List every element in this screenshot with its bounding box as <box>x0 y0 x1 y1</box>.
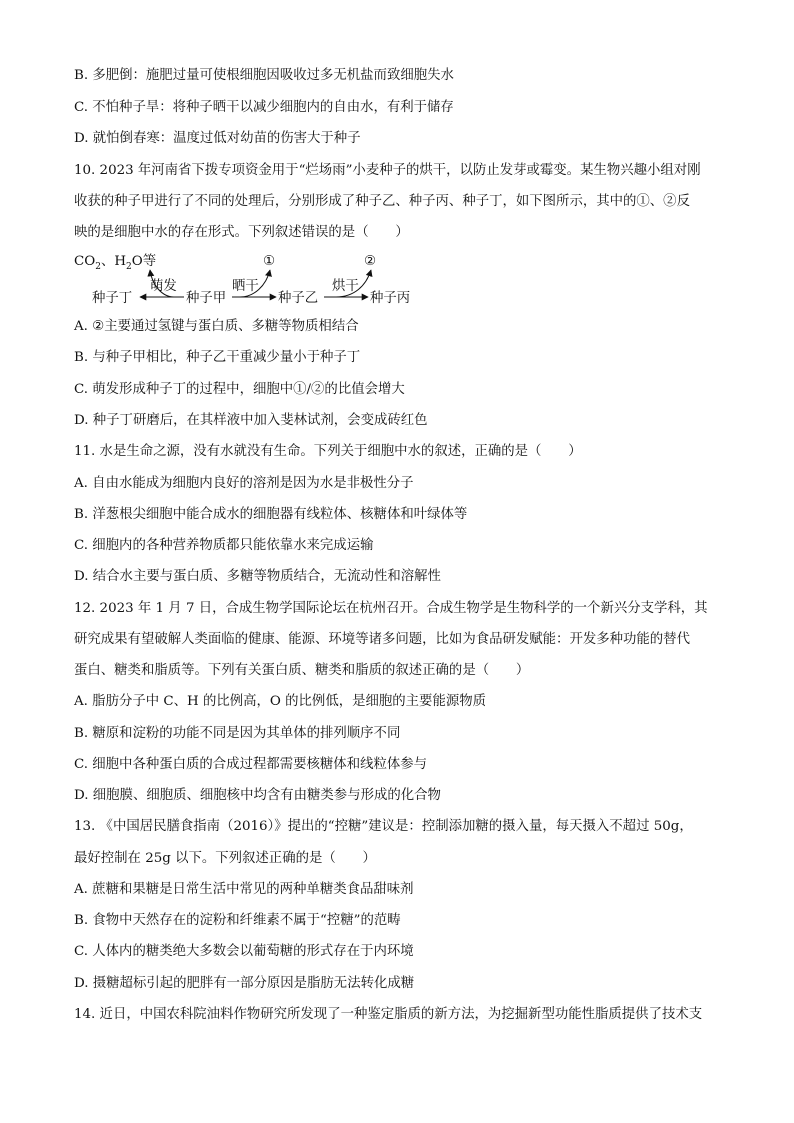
dry-label: 晒干 <box>232 279 259 294</box>
q11-option-d: D. 结合水主要与蛋白质、多糖等物质结合，无流动性和溶解性 <box>74 569 441 584</box>
option-d-text: D. 就怕倒春寒：温度过低对幼苗的伤害大于种子 <box>74 131 361 146</box>
question-13-stem: 13. 《中国居民膳食指南（2016）》提出的“控糖”建议是：控制添加糖的摄入量，每天摄入不超过 50g， <box>74 819 693 834</box>
q10-option-c: C. 萌发形成种子丁的过程中，细胞中①/②的比值会增大 <box>74 382 405 397</box>
sprout-label: 萌发 <box>150 279 177 294</box>
option-b-text: B. 多肥倒：施肥过量可使根细胞因吸收过多无机盐而致细胞失水 <box>74 68 454 83</box>
q10-option-d: D. 种子丁研磨后，在其样液中加入斐林试剂，会变成砖红色 <box>74 413 428 428</box>
q13-option-c: C. 人体内的糖类绝大多数会以葡萄糖的形式存在于内环境 <box>74 944 414 959</box>
seed-bing-label: 种子丙 <box>370 291 411 306</box>
question-12-stem: 研究成果有望破解人类面临的健康、能源、环境等诸多问题，比如为食品研发赋能：开发多种功能的替代 <box>74 632 690 647</box>
question-11-stem: 11. 水是生命之源，没有水就没有生命。下列关于细胞中水的叙述，正确的是（ ） <box>74 444 582 459</box>
question-14-stem: 14. 近日，中国农科院油料作物研究所发现了一种鉴定脂质的新方法，为挖掘新型功能性脂质提供了技术支 <box>74 1007 703 1022</box>
q11-option-b: B. 洋葱根尖细胞中能合成水的细胞器有线粒体、核糖体和叶绿体等 <box>74 507 468 522</box>
q11-option-a: A. 自由水能成为细胞内良好的溶剂是因为水是非极性分子 <box>74 476 414 491</box>
seed-jia-label: 种子甲 <box>186 291 227 306</box>
q11-option-c: C. 细胞内的各种营养物质都只能依靠水来完成运输 <box>74 538 374 553</box>
question-10-stem: 收获的种子甲进行了不同的处理后，分别形成了种子乙、种子丙、种子丁，如下图所示，其中的①、②反 <box>74 194 690 209</box>
q12-option-a: A. 脂肪分子中 C、H 的比例高，O 的比例低，是细胞的主要能源物质 <box>74 694 487 709</box>
seed-ding-label: 种子丁 <box>92 291 133 306</box>
q13-option-d: D. 摄糖超标引起的肥胖有一部分原因是脂肪无法转化成糖 <box>74 976 415 991</box>
q12-option-d: D. 细胞膜、细胞质、细胞核中均含有由糖类参与形成的化合物 <box>74 788 441 803</box>
q12-option-b: B. 糖原和淀粉的功能不同是因为其单体的排列顺序不同 <box>74 726 401 741</box>
water-form-1-mark: ① <box>263 254 276 269</box>
q13-option-b: B. 食物中天然存在的淀粉和纤维素不属于“控糖”的范畴 <box>74 913 401 928</box>
question-12-stem: 12. 2023 年 1 月 7 日，合成生物学国际论坛在杭州召开。合成生物学是生物科学的一个新兴分支学科，其 <box>74 601 708 616</box>
question-10-stem: 10. 2023 年河南省下拨专项资金用于“烂场雨”小麦种子的烘干，以防止发芽或霉变。某生物兴趣小组对刚 <box>74 163 701 178</box>
option-c-text: C. 不怕种子旱：将种子晒干以减少细胞内的自由水，有利于储存 <box>74 100 454 115</box>
water-form-2-mark: ② <box>364 254 377 269</box>
seed-yi-label: 种子乙 <box>278 291 319 306</box>
seed-treatment-diagram <box>74 250 434 312</box>
products-label: $CO_2$、$H_2O$等 <box>74 254 157 272</box>
q12-option-c: C. 细胞中各种蛋白质的合成过程都需要核糖体和线粒体参与 <box>74 757 428 772</box>
diagram-svg <box>74 250 434 312</box>
question-10-stem: 映的是细胞中水的存在形式。下列叙述错误的是（ ） <box>74 225 409 240</box>
bake-label: 烘干 <box>332 279 359 294</box>
q13-option-a: A. 蔗糖和果糖是日常生活中常见的两种单糖类食品甜味剂 <box>74 882 414 897</box>
question-13-stem: 最好控制在 25g 以下。下列叙述正确的是（ ） <box>74 851 376 866</box>
question-12-stem: 蛋白、糖类和脂质等。下列有关蛋白质、糖类和脂质的叙述正确的是（ ） <box>74 663 530 678</box>
q10-option-b: B. 与种子甲相比，种子乙干重减少量小于种子丁 <box>74 350 361 365</box>
q10-option-a: A. ②主要通过氢键与蛋白质、多糖等物质相结合 <box>74 319 359 334</box>
